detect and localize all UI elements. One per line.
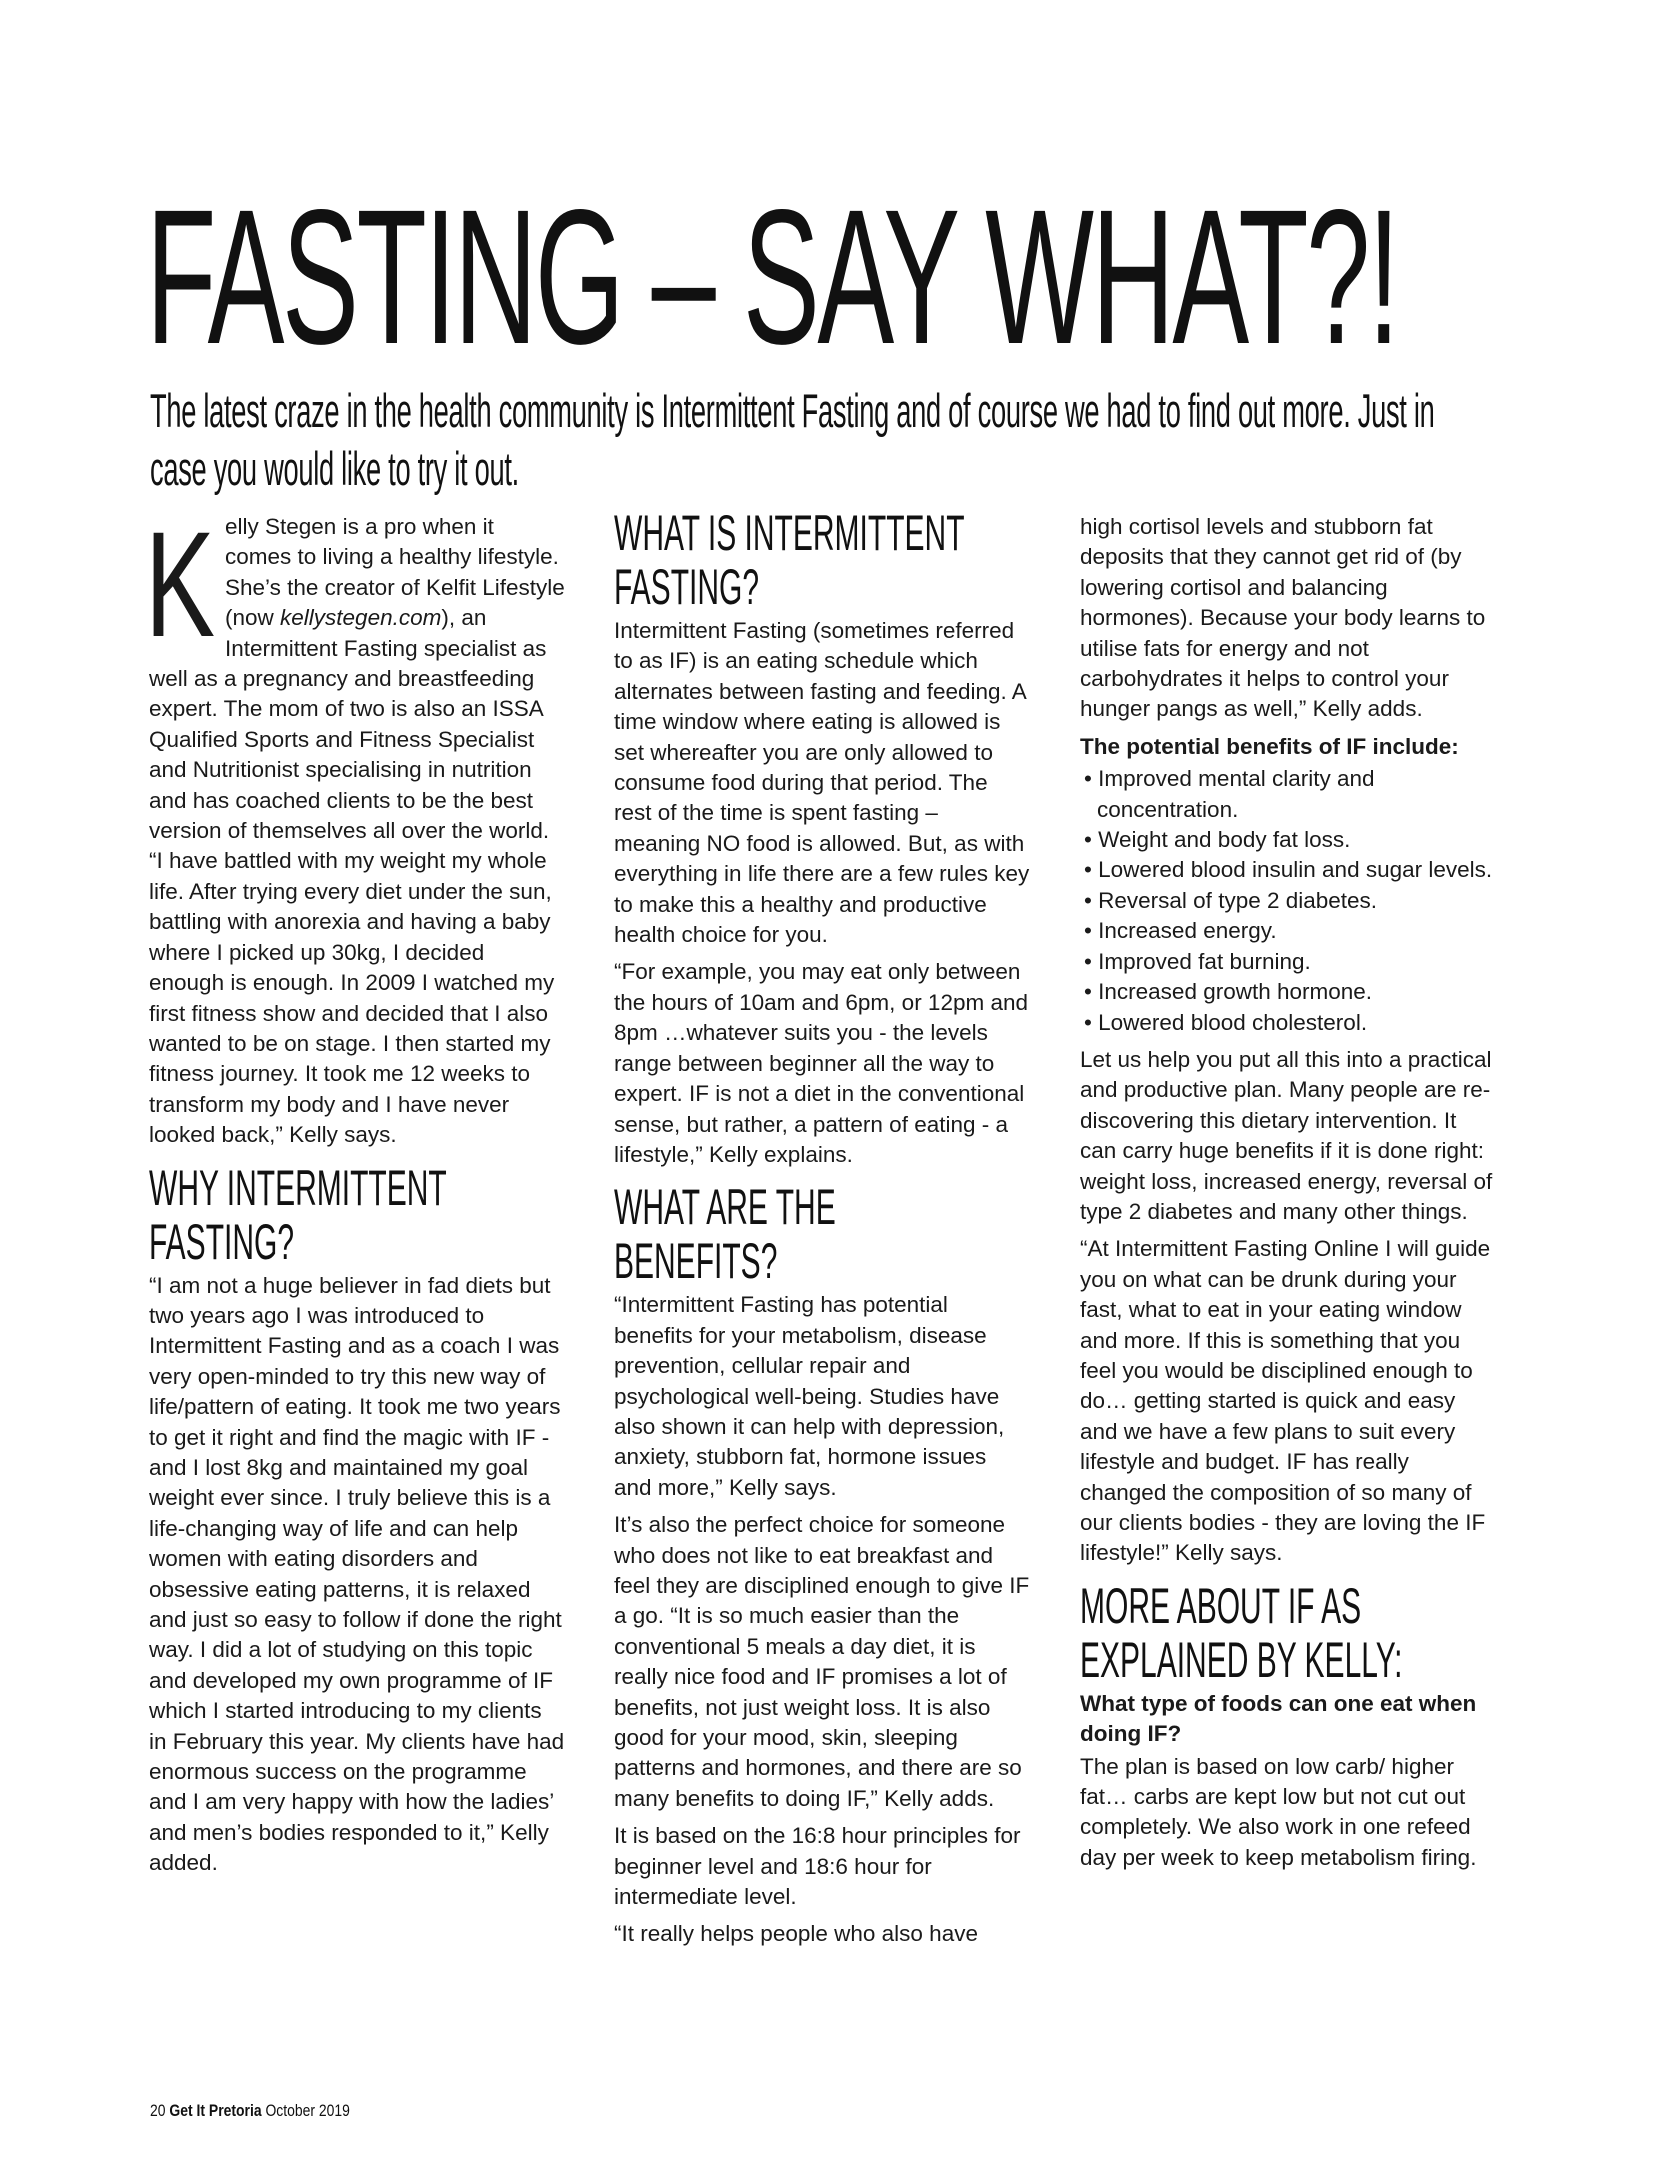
paragraph: It’s also the perfect choice for someone who does not like to eat breakfast and feel they are disciplined enough to give IF a go. “It is so much easier than the conventional 5 meals a day diet, it is really nice food and IF promises a lot of benefits, not just weight loss. It is also good for your mood, skin, sleeping patterns and hormones, and there are so many benefits to doing IF,” Kelly adds. — [614, 1512, 1030, 1811]
paragraph: It is based on the 16:8 hour principles for beginner level and 18:6 hour for intermediate level. — [614, 1823, 1021, 1910]
benefit-item: • Lowered blood cholesterol. — [1080, 1008, 1496, 1038]
paragraph: “For example, you may eat only between the hours of 10am and 6pm, or 12pm and 8pm …whatever suits you - the levels range between beginner all the way to expert. IF is not a diet in the conventional sense, but rather, a pattern of eating - a lifestyle,” Kelly explains. — [614, 959, 1029, 1167]
benefit-item: • Improved mental clarity and concentration. — [1080, 764, 1496, 825]
headline: FASTING – SAY WHAT?! — [146, 169, 1398, 384]
benefit-item: • Increased energy. — [1080, 916, 1496, 946]
section-heading-why: WHY INTERMITTENT FASTING? — [149, 1159, 447, 1270]
benefit-item: • Reversal of type 2 diabetes. — [1080, 886, 1496, 916]
column-2 — [614, 505, 1030, 1957]
paragraph: “At Intermittent Fasting Online I will guide you on what can be drunk during your fast, what to eat in your eating window and more. If this is something that you feel you would be disciplined enough to do… getting started is quick and easy and we have a few plans to suit every lifestyle and budget. IF has really changed the composition of so many of our clients bodies - they are loving the IF lifestyle!” Kelly says. — [1080, 1236, 1491, 1566]
benefit-item: • Lowered blood insulin and sugar levels. — [1080, 855, 1496, 885]
intro-text-a: elly Stegen is a pro when it comes to living a healthy lifestyle. She’s the creator of Kelfit Lifestyle (now — [225, 514, 565, 631]
paragraph: Let us help you put all this into a practical and productive plan. Many people are re-discovering this dietary intervention. It can carry huge benefits if it is done right: weight loss, increased energy, reversal of type 2 diabetes and many other things. — [1080, 1046, 1493, 1224]
column-1 — [145, 500, 565, 1886]
benefit-item: • Increased growth hormone. — [1080, 977, 1496, 1007]
intro-paragraph — [145, 500, 565, 1151]
paragraph: high cortisol levels and stubborn fat deposits that they cannot get rid of (by lowering cortisol and balancing hormones). Because your body learns to utilise fats for energy and not carbohydrates it helps to control your hunger pangs as well,” Kelly adds. — [1080, 514, 1486, 722]
drop-cap: K — [145, 500, 216, 668]
benefits-title: The potential benefits of IF include: — [1080, 733, 1459, 759]
website-link: kellystegen.com — [280, 605, 442, 631]
benefit-item: • Weight and body fat loss. — [1080, 825, 1496, 855]
paragraph: “I am not a huge believer in fad diets but two years ago I was introduced to Intermittent Fasting and as a coach I was very open-minded to try this new way of life/pattern of eating. It took me two years to get it right and find the magic with IF - and I lost 8kg and maintained my goal weight ever since. I truly believe this is a life-changing way of life and can help women with eating disorders and obsessive eating patterns, it is relaxed and just so easy to follow if done the right way. I did a lot of studying on this topic and developed my own programme of IF which I started introducing to my clients in February this year. My clients have had enormous success on the programme and I am very happy with how the ladies’ and men’s bodies responded to it,” Kelly added. — [149, 1272, 565, 1876]
page-number: 20 — [150, 2101, 166, 2120]
column-3 — [1080, 512, 1496, 1880]
section-heading-what-is: WHAT IS INTERMITTENT FASTING? — [614, 505, 964, 615]
section-heading-benefits: WHAT ARE THE BENEFITS? — [614, 1179, 836, 1290]
paragraph: “Intermittent Fasting has potential benefits for your metabolism, disease prevention, cellular repair and psychological well-being. Studies have also shown it can help with depression, anxiety, stubborn fat, hormone issues and more,” Kelly says. — [614, 1292, 1005, 1500]
section-heading-more-about: MORE ABOUT IF AS EXPLAINED BY KELLY: — [1080, 1577, 1403, 1688]
issue-date: October 2019 — [265, 2101, 350, 2120]
standfirst: The latest craze in the health community is Intermittent Fasting and of course we had to find out more. Just in case you would like to try it out. — [150, 384, 1435, 495]
paragraph: Intermittent Fasting (sometimes referred to as IF) is an eating schedule which alternates between fasting and feeding. A time window where eating is allowed is set whereafter you are only allowed to consume food during that period. The rest of the time is spent fasting – meaning NO food is allowed. But, as with everything in life there are a few rules key to make this a healthy and productive health choice for you. — [614, 618, 1030, 948]
magazine-name: Get It Pretoria — [169, 2101, 262, 2120]
page-footer — [150, 2101, 350, 2121]
answer: The plan is based on low carb/ higher fat… carbs are kept low but not cut out completely. We also work in one refeed day per week to keep metabolism firing. — [1080, 1753, 1477, 1870]
intro-text-b: ), an Intermittent Fasting specialist as well as a pregnancy and breastfeeding expert. The mom of two is also an ISSA Qualified Sports and Fitness Specialist and Nutritionist specialising in nutrition and has coached clients to be the best version of themselves all over the world. “I have battled with my weight my whole life. After trying every diet under the sun, battling with anorexia and having a baby where I picked up 30kg, I decided enough is enough. In 2009 I watched my first fitness show and decided that I also wanted to be on stage. I then started my fitness journey. It took me 12 weeks to transform my body and I have never looked back,” Kelly says. — [149, 605, 555, 1148]
paragraph: “It really helps people who also have — [614, 1921, 978, 1947]
question: What type of foods can one eat when doing IF? — [1080, 1690, 1477, 1747]
benefit-item: • Improved fat burning. — [1080, 947, 1496, 977]
benefits-list — [1080, 764, 1496, 1038]
